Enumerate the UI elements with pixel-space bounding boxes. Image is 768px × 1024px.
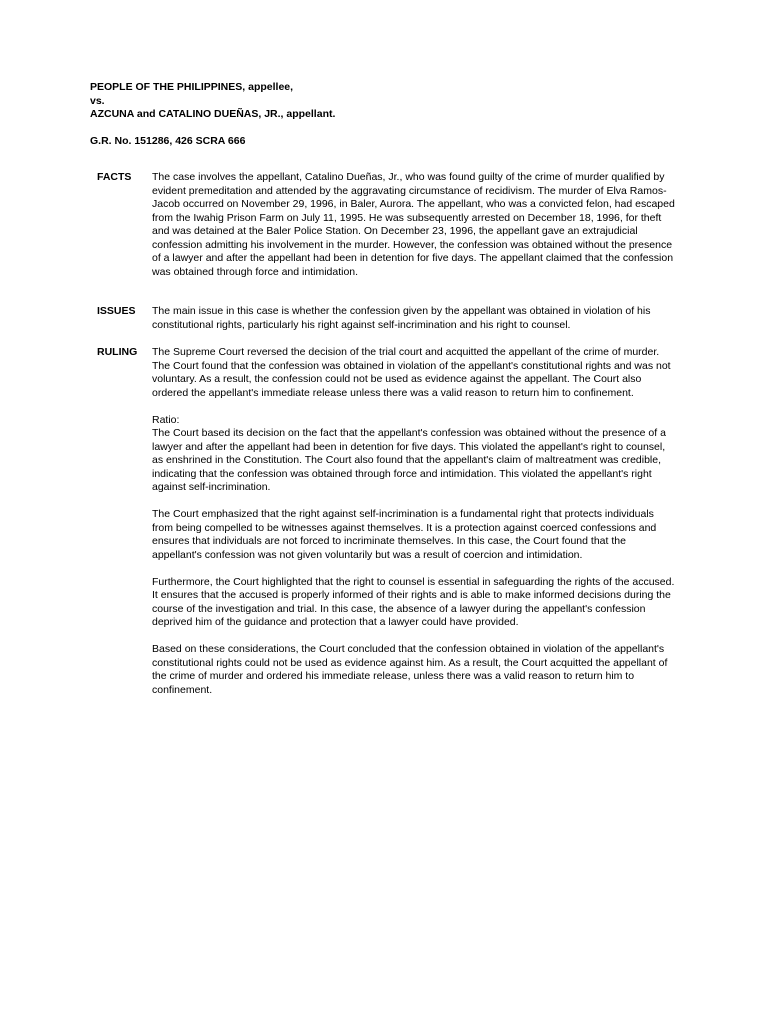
ratio-label: Ratio: [152,413,180,426]
ruling-body [152,346,677,697]
ruling-paragraph-1: The Supreme Court reversed the decision of the trial court and acquitted the appellant of the crime of murder. The Court found that the confession was obtained in violation of the appellant's constitutional rights and was not voluntary. As a result, the confession could not be used as evidence against the appellant. The Court also ordered the appellant's immediate release unless there was a valid reason to return him to confinement. [152,346,671,399]
case-title-appellee: PEOPLE OF THE PHILIPPINES, appellee, [90,81,294,93]
ruling-paragraph-4: Furthermore, the Court highlighted that the right to counsel is essential in safeguarding the rights of the accused. It ensures that the accused is properly informed of their rights and is able to make informed decisions during the course of the investigation and trial. In this case, the absence of a lawyer during the appellant's confession deprived him of the guidance and protection that a lawyer could have provided. [152,575,675,628]
case-citation: G.R. No. 151286, 426 SCRA 666 [90,135,246,147]
ruling-label: RULING [97,346,138,358]
ruling-paragraph-5: Based on these considerations, the Court concluded that the confession obtained in violation of the appellant's constitutional rights could not be used as evidence against him. As a result, the Court acquitted the appellant of the crime of murder and ordered his immediate release, unless there was a valid reason to return him to confinement. [152,643,668,696]
facts-body [152,171,677,279]
case-title-appellant: AZCUNA and CATALINO DUEÑAS, JR., appellant. [90,108,336,120]
issues-body [152,305,677,332]
issues-text: The main issue in this case is whether the confession given by the appellant was obtained in violation of his constitutional rights, particularly his right against self-incrimination and his right to counsel. [152,305,651,331]
facts-text: The case involves the appellant, Catalino Dueñas, Jr., who was found guilty of the crime of murder qualified by evident premeditation and attended by the aggravating circumstance of recidivism. The murder of Elva Ramos-Jacob occurred on November 29, 1996, in Baler, Aurora. The appellant, who was a convicted felon, had escaped from the Iwahig Prison Farm on July 11, 1995. He was subsequently arrested on December 18, 1996, for theft and was detained at the Baler Police Station. On December 23, 1996, the appellant gave an extrajudicial confession admitting his involvement in the murder. However, the confession was obtained without the presence of a lawyer and after the appellant had been in detention for five days. The appellant claimed that the confession was obtained through force and intimidation. [152,171,675,278]
case-title-versus: vs. [90,94,105,107]
ratio-paragraph: The Court based its decision on the fact that the appellant's confession was obtained without the presence of a lawyer and after the appellant had been in detention for five days. This violated the appellant's right to counsel, as enshrined in the Constitution. The Court also found that the appellant's claim of maltreatment was credible, indicating that the confession was obtained through force and intimidation. This violated the appellant's right against self-incrimination. [152,427,666,493]
facts-label: FACTS [97,171,132,183]
issues-label: ISSUES [97,305,136,317]
ruling-paragraph-3: The Court emphasized that the right against self-incrimination is a fundamental right that protects individuals from being compelled to be witnesses against themselves. It is a protection against coerced confessions and ensures that individuals are not forced to incriminate themselves. In this case, the Court found that the appellant's confession was not given voluntarily but was a result of coercion and intimidation. [152,508,657,561]
case-title [90,81,690,122]
